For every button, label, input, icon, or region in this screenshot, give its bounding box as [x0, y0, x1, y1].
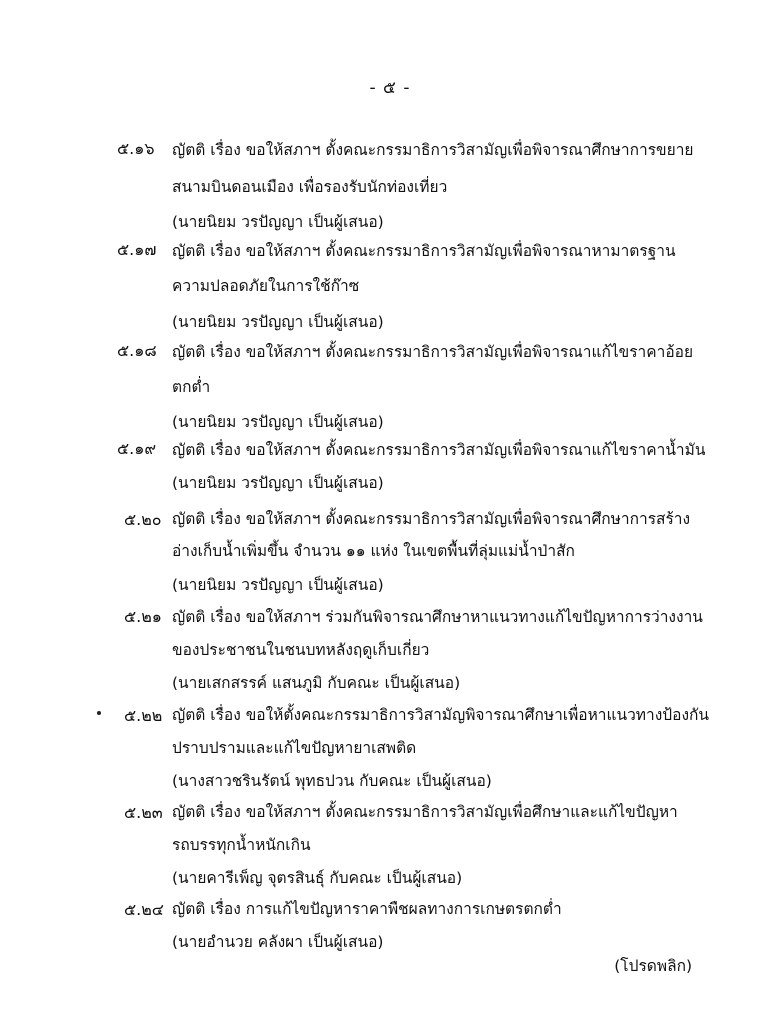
scan-mark	[97, 711, 101, 715]
item-number: ๕.๒๐	[124, 510, 162, 529]
item-number: ๕.๒๑	[124, 607, 162, 626]
item-text-line: ของประชาชนในชนบทหลังฤดูเก็บเกี่ยว	[172, 641, 430, 659]
item-text-line: ญัตติ เรื่อง ขอให้สภาฯ ตั้งคณะกรรมาธิการวิสามัญเพื่อพิจารณาหามาตรฐาน	[172, 242, 676, 260]
item-number: ๕.๒๓	[124, 803, 163, 822]
item-text-line: ญัตติ เรื่อง การแก้ไขปัญหาราคาพืชผลทางการเกษตรตกต่ำ	[172, 900, 562, 918]
item-proposer: (นายนิยม วรปัญญา เป็นผู้เสนอ)	[172, 413, 384, 431]
item-text-line: ญัตติ เรื่อง ขอให้สภาฯ ตั้งคณะกรรมาธิการวิสามัญเพื่อพิจารณาศึกษาการสร้าง	[172, 510, 691, 528]
item-text-line: ญัตติ เรื่อง ขอให้สภาฯ ตั้งคณะกรรมาธิการวิสามัญเพื่อพิจารณาศึกษาการขยาย	[172, 141, 694, 159]
item-number: ๕.๑๘	[117, 341, 157, 360]
item-proposer: (นายเสกสรรค์ แสนภูมิ กับคณะ เป็นผู้เสนอ)	[172, 674, 461, 692]
item-text-line: ญัตติ เรื่อง ขอให้สภาฯ ตั้งคณะกรรมาธิการวิสามัญเพื่อพิจารณาแก้ไขราคาน้ำมัน	[172, 441, 706, 459]
item-proposer: (นายนิยม วรปัญญา เป็นผู้เสนอ)	[172, 576, 384, 594]
item-text-line: ญัตติ เรื่อง ขอให้สภาฯ ตั้งคณะกรรมาธิการวิสามัญเพื่อพิจารณาแก้ไขราคาอ้อย	[172, 343, 694, 361]
page-number: - ๕ -	[369, 78, 411, 98]
item-proposer: (นายอำนวย คลังผา เป็นผู้เสนอ)	[172, 933, 384, 951]
item-proposer: (นายคารีเพ็ญ จุตรสินธุ์ กับคณะ เป็นผู้เสนอ)	[172, 869, 463, 887]
item-text-line: ญัตติ เรื่อง ขอให้ตั้งคณะกรรมาธิการวิสามัญพิจารณาศึกษาเพื่อหาแนวทางป้องกัน	[172, 706, 709, 724]
item-text-line: อ่างเก็บน้ำเพิ่มขึ้น จำนวน ๑๑ แห่ง ในเขตพื้นที่ลุ่มแม่น้ำป่าสัก	[172, 542, 575, 560]
item-number: ๕.๒๔	[124, 900, 164, 919]
please-turn-over-note: (โปรดพลิก)	[614, 957, 692, 975]
item-text-line: ญัตติ เรื่อง ขอให้สภาฯ ตั้งคณะกรรมาธิการวิสามัญเพื่อศึกษาและแก้ไขปัญหา	[172, 803, 678, 821]
item-text-line: สนามบินดอนเมือง เพื่อรองรับนักท่องเที่ยว	[172, 178, 448, 196]
item-number: ๕.๑๖	[117, 139, 155, 158]
item-text-line: ตกต่ำ	[172, 378, 211, 396]
item-proposer: (นายนิยม วรปัญญา เป็นผู้เสนอ)	[172, 474, 384, 492]
item-text-line: ปราบปรามและแก้ไขปัญหายาเสพติด	[172, 739, 417, 757]
item-number: ๕.๒๒	[124, 706, 163, 725]
item-proposer: (นายนิยม วรปัญญา เป็นผู้เสนอ)	[172, 313, 384, 331]
item-number: ๕.๑๗	[117, 240, 157, 259]
item-proposer: (นายนิยม วรปัญญา เป็นผู้เสนอ)	[172, 213, 384, 231]
item-proposer: (นางสาวชรินรัตน์ พุทธปวน กับคณะ เป็นผู้เสนอ)	[172, 772, 492, 790]
item-text-line: รถบรรทุกน้ำหนักเกิน	[172, 836, 311, 854]
item-text-line: ญัตติ เรื่อง ขอให้สภาฯ ร่วมกันพิจารณาศึกษาหาแนวทางแก้ไขปัญหาการว่างงาน	[172, 608, 703, 626]
item-text-line: ความปลอดภัยในการใช้ก๊าซ	[172, 277, 360, 295]
item-number: ๕.๑๙	[117, 439, 157, 458]
